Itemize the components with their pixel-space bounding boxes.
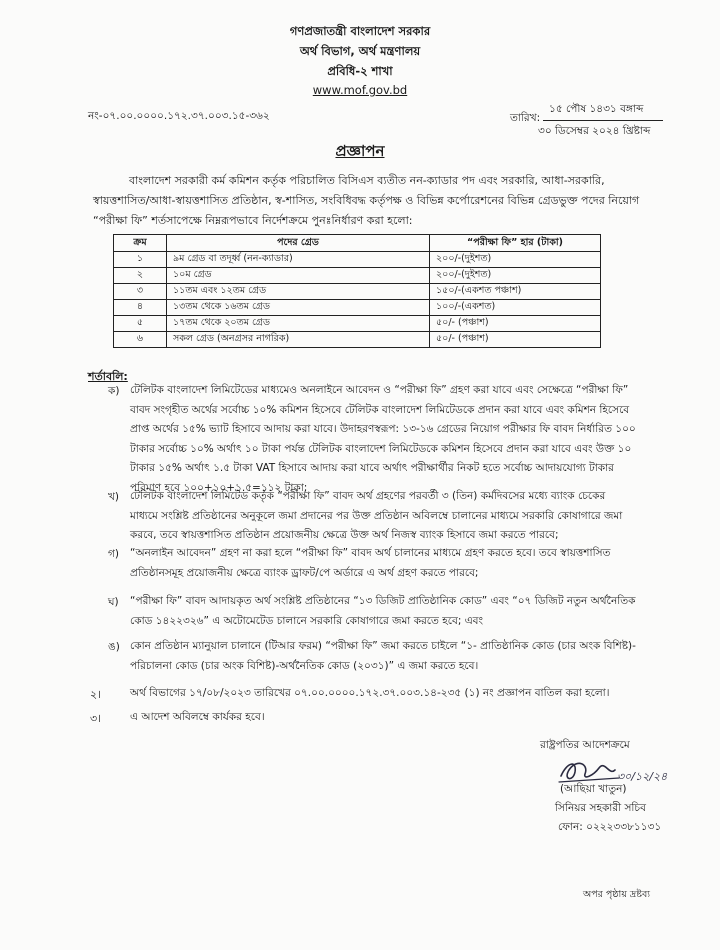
memo-number: নং-০৭.০০.০০০০.১৭২.৩৭.০০৩.১৫-৩৬২ <box>88 110 270 122</box>
signatory-designation: সিনিয়র সহকারী সচিব <box>555 802 646 814</box>
condition-item <box>130 487 658 546</box>
condition-line: করবে, তবে স্বায়ত্তশাসিত প্রতিষ্ঠান প্রয়োজনীয় ক্ষেত্রে উক্ত অর্থ নিজস্ব ব্যাংক হিসাবে জমা করতে পারবে; <box>130 529 559 541</box>
signature-date: ৩০/১২/২৪ <box>617 770 668 783</box>
col-header-serial: ক্রম <box>114 235 167 252</box>
condition-line: “অনলাইন আবেদন” গ্রহণ না করা হলে “পরীক্ষা ফি” বাবদ অর্থ চালানের মাধ্যমে গ্রহণ করতে হবে। তবে স্বায়ত্তশাসিত <box>130 547 611 559</box>
condition-line: বাবদ সংগৃহীত অর্থের সর্বোচ্চ ১০% কমিশন হিসেবে টেলিটক বাংলাদেশ লিমিটেডকে প্রদান করা যাবে এবং কমিশন হিসেবে <box>130 403 630 416</box>
table-row <box>114 268 601 284</box>
condition-item <box>130 381 658 498</box>
condition-line: পরিচালনা কোড (চার অংক বিশিষ্ট)-অর্থনৈতিক কোড (২০৩১)” এ জমা করতে হবে। <box>130 659 479 672</box>
date-bangla: ১৫ পৌষ ১৪৩১ বঙ্গাব্দ <box>549 103 644 115</box>
cell-grade: ১৩তম থেকে ১৬তম গ্রেড <box>167 300 430 316</box>
cell-grade: ১১তম এবং ১২তম গ্রেড <box>167 284 430 300</box>
col-header-fee: “পরীক্ষা ফি” হার (টাকা) <box>430 235 601 252</box>
conditions-label: শর্তাবলি: <box>88 370 128 383</box>
condition-line: প্রাপ্ত অর্থের ১৫% ভ্যাট হিসাবে আদায় করা যাবে। উদাহরণস্বরূপ: ১৩-১৬ গ্রেডের নিয়োগ পরীক্ষার ফি বাবদ নির্ধারিত ১০০ <box>130 423 636 435</box>
cell-serial: ৩ <box>114 284 167 300</box>
cell-fee: ১০০/-(একশত) <box>430 300 601 316</box>
cell-grade: ১০ম গ্রেড <box>167 268 430 284</box>
signatory-name: (আছিয়া খাতুন) <box>560 783 627 795</box>
condition-marker: খ) <box>108 491 119 503</box>
cell-fee: ১৫০/-(একশত পঞ্চাশ) <box>430 284 601 300</box>
condition-line: টেলিটক বাংলাদেশ লিমিটেডের মাধ্যমেও অনলাইনে আবেদন ও “পরীক্ষা ফি” গ্রহণ করা যাবে এবং সেক্ষেত্রে “পরীক্ষা ফি” <box>130 384 629 396</box>
condition-line: মাধ্যমে সংশ্লিষ্ট প্রতিষ্ঠানের অনুকূলে জমা প্রদানের পর উক্ত প্রতিষ্ঠান অবিলম্বে চালানের মাধ্যমে সরকারি কোষাগারে জমা <box>130 509 623 522</box>
condition-line: প্রতিষ্ঠানসমূহ প্রয়োজনীয় ক্ষেত্রে ব্যাংক ড্রাফট/পে অর্ডারে এ অর্থ গ্রহণ করতে পারবে; <box>130 566 479 579</box>
cell-fee: ২০০/-(দুইশত) <box>430 252 601 268</box>
point-text: এ আদেশ অবিলম্বে কার্যকর হবে। <box>130 711 265 723</box>
signatory-phone: ফোন: ০২২২৩৩৮১১৩১ <box>558 821 662 833</box>
division-heading: অর্থ বিভাগ, অর্থ মন্ত্রণালয় <box>299 44 421 58</box>
condition-marker: গ) <box>108 548 119 560</box>
condition-item <box>130 544 658 583</box>
condition-item <box>130 637 658 676</box>
order-line: রাষ্ট্রপতির আদেশক্রমে <box>540 739 630 751</box>
condition-item <box>130 592 658 631</box>
condition-marker: ঘ) <box>108 596 119 608</box>
intro-line: বাংলাদেশ সরকারী কর্ম কমিশন কর্তৃক পরিচালিত বিসিএস ব্যতীত নন-ক্যাডার পদ এবং সরকারি, আধা-সরকারি, <box>129 174 605 187</box>
condition-line: পরিমাণ হবে ১০০+১০+১.৫=১১২ টাকা; <box>130 481 308 494</box>
cell-serial: ২ <box>114 268 167 284</box>
cell-grade: ৯ম গ্রেড বা তদূর্ধ্ব (নন-ক্যাডার) <box>167 252 430 268</box>
branch-heading: প্রবিধি-২ শাখা <box>327 64 393 78</box>
condition-line: কোড ১৪২২৩২৬” এ অটোমেটেড চালানে সরকারি কোষাগারে জমা করতে হবে; এবং <box>130 614 484 627</box>
table-row <box>114 316 601 332</box>
condition-line: টেলিটক বাংলাদেশ লিমিটেড কর্তৃক “পরীক্ষা ফি” বাবদ অর্থ গ্রহণের পরবর্তী ৩ (তিন) কর্মদিবসের মধ্যে ব্যাংক চেকের <box>130 490 606 502</box>
condition-line: টাকার সর্বোচ্চ ১০% অর্থাৎ ১০ টাকা পর্যন্ত টেলিটক বাংলাদেশ লিমিটেডকে কমিশন হিসেবে প্রদান করা যাবে এবং উক্ত ১০ <box>130 442 632 455</box>
table-row <box>114 252 601 268</box>
cell-fee: ৫০/- (পঞ্চাশ) <box>430 316 601 332</box>
point-number: ২। <box>90 688 102 701</box>
condition-marker: ক) <box>108 385 120 397</box>
website-link[interactable]: www.mof.gov.bd <box>312 83 408 97</box>
date-divider <box>543 120 663 121</box>
condition-line: কোন প্রতিষ্ঠান ম্যানুয়াল চালানে (টিআর ফরম) “পরীক্ষা ফি” জমা করতে চাইলে “১- প্রাতিষ্ঠানিক কোড (চার অংক বিশিষ্ট)- <box>130 640 636 652</box>
cell-serial: ৬ <box>114 332 167 348</box>
point-number: ৩। <box>90 712 102 725</box>
intro-paragraph <box>93 171 663 231</box>
page-title: প্রজ্ঞাপন <box>335 142 385 160</box>
cell-serial: ৪ <box>114 300 167 316</box>
govt-heading: গণপ্রজাতন্ত্রী বাংলাদেশ সরকার <box>289 24 431 38</box>
condition-marker: ঙ) <box>108 641 120 653</box>
intro-line: স্বায়ত্তশাসিত/আধা-স্বায়ত্তশাসিত প্রতিষ্ঠান, স্ব-শাসিত, সংবিধিবদ্ধ কর্তৃপক্ষ ও বিভিন্ন কর্পোরেশনের বিভিন্ন গ্রেডভুক্ত পদের নিয়োগ <box>93 194 640 207</box>
intro-line: “পরীক্ষা ফি” শর্তসাপেক্ষে নিম্নরূপভাবে নির্দেশক্রমে পুনঃনির্ধারণ করা হলো: <box>93 214 413 227</box>
condition-line: “পরীক্ষা ফি” বাবদ আদায়কৃত অর্থ সংশ্লিষ্ট প্রতিষ্ঠানের “১৩ ডিজিট প্রাতিষ্ঠানিক কোড” এবং “০৭ ডিজিট নতুন অর্থনৈতিক <box>130 595 636 607</box>
cell-grade: সকল গ্রেড (অনগ্রসর নাগরিক) <box>167 332 430 348</box>
table-row <box>114 284 601 300</box>
cell-serial: ৫ <box>114 316 167 332</box>
condition-line: টাকার ১৫% অর্থাৎ ১.৫ টাকা VAT হিসাবে আদায় করা যাবে অর্থাৎ পরীক্ষার্থীর নিকট হতে সর্বোচ্চ আদায়যোগ্য টাকার <box>130 462 614 474</box>
cell-serial: ১ <box>114 252 167 268</box>
table-row <box>114 332 601 348</box>
fee-table <box>113 234 601 348</box>
date-label: তারিখ: <box>510 112 541 124</box>
cell-fee: ৫০/- (পঞ্চাশ) <box>430 332 601 348</box>
table-header-row <box>114 235 601 252</box>
date-english: ৩০ ডিসেম্বর ২০২৪ খ্রিষ্টাব্দ <box>538 125 651 137</box>
next-page-note: অপর পৃষ্ঠায় দ্রষ্টব্য <box>583 889 650 900</box>
cell-fee: ২০০/-(দুইশত) <box>430 268 601 284</box>
point-text: অর্থ বিভাগের ১৭/০৮/২০২৩ তারিখের ০৭.০০.০০০০.১৭২.৩৭.০০৩.১৪-২৩৫ (১) নং প্রজ্ঞাপন বাতিল করা হলো। <box>130 687 610 699</box>
col-header-grade: পদের গ্রেড <box>167 235 430 252</box>
table-row <box>114 300 601 316</box>
cell-grade: ১৭তম থেকে ২০তম গ্রেড <box>167 316 430 332</box>
